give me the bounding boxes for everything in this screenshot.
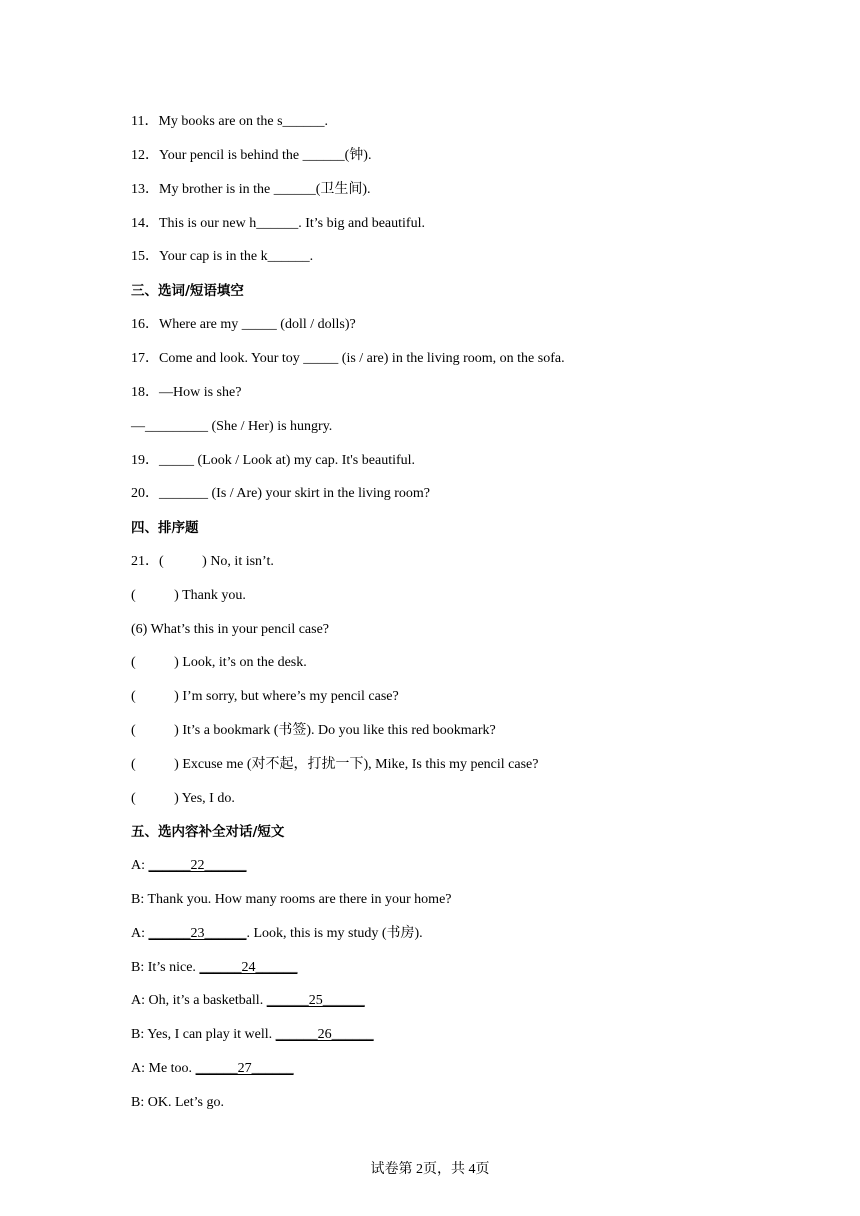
answer-blank-27[interactable]: ______27______ (195, 1061, 294, 1076)
ordering-line-6: ( ) It’s a bookmark (书签). Do you like this red bookmark? (131, 723, 496, 738)
question-14: 14．This is our new h______. It’s big and beautiful. (131, 216, 425, 231)
ordering-line-3: (6) What’s this in your pencil case? (131, 622, 330, 637)
question-20: 20．_______ (Is / Are) your skirt in the living room? (131, 486, 431, 501)
ordering-line-1: 21．( ) No, it isn’t. (131, 554, 274, 569)
ordering-line-8: ( ) Yes, I do. (131, 791, 235, 806)
dialogue-text: A: Me too. (131, 1061, 196, 1076)
dialogue-text: B: Yes, I can play it well. (131, 1027, 276, 1042)
dialogue-text: A: (131, 926, 149, 941)
dialogue-text: . Look, this is my study (书房). (246, 926, 423, 941)
dialogue-line-5 (131, 992, 365, 1010)
ordering-line-7: ( ) Excuse me (对不起，打扰一下), Mike, Is this my pencil case? (131, 757, 539, 772)
dialogue-line-4 (131, 959, 297, 977)
page-footer: 试卷第 2页，共 4页 (370, 1162, 490, 1177)
question-12: 12．Your pencil is behind the ______(钟). (131, 148, 372, 163)
dialogue-line-8: B: OK. Let’s go. (131, 1095, 224, 1110)
dialogue-line-1 (131, 857, 247, 875)
answer-blank-24[interactable]: ______24______ (199, 960, 298, 975)
section-3-heading: 三、选词/短语填空 (131, 283, 244, 299)
question-16: 16．Where are my _____ (doll / dolls)? (131, 317, 356, 332)
question-18-prompt: 18．—How is she? (131, 385, 242, 400)
dialogue-line-2: B: Thank you. How many rooms are there in your home? (131, 892, 452, 907)
section-5-heading: 五、选内容补全对话/短文 (131, 824, 285, 840)
dialogue-line-6 (131, 1026, 374, 1044)
dialogue-text: A: (131, 858, 149, 873)
section-4-heading: 四、排序题 (131, 520, 199, 536)
dialogue-line-7 (131, 1060, 294, 1078)
ordering-line-4: ( ) Look, it’s on the desk. (131, 655, 307, 670)
dialogue-text: B: It’s nice. (131, 960, 200, 975)
question-18-answer: —_________ (She / Her) is hungry. (131, 419, 333, 434)
ordering-line-2: ( ) Thank you. (131, 588, 246, 603)
question-11: 11．My books are on the s______. (131, 114, 329, 129)
ordering-line-5: ( ) I’m sorry, but where’s my pencil case? (131, 689, 399, 704)
answer-blank-25[interactable]: ______25______ (266, 993, 365, 1008)
dialogue-text: A: Oh, it’s a basketball. (131, 993, 267, 1008)
question-17: 17．Come and look. Your toy _____ (is / are) in the living room, on the sofa. (131, 351, 565, 366)
answer-blank-22[interactable]: ______22______ (148, 858, 247, 873)
question-15: 15．Your cap is in the k______. (131, 249, 314, 264)
question-19: 19．_____ (Look / Look at) my cap. It's beautiful. (131, 453, 416, 468)
answer-blank-26[interactable]: ______26______ (275, 1027, 374, 1042)
answer-blank-23[interactable]: ______23______ (148, 926, 247, 941)
dialogue-line-3 (131, 925, 423, 943)
question-13: 13．My brother is in the ______(卫生间). (131, 182, 371, 197)
